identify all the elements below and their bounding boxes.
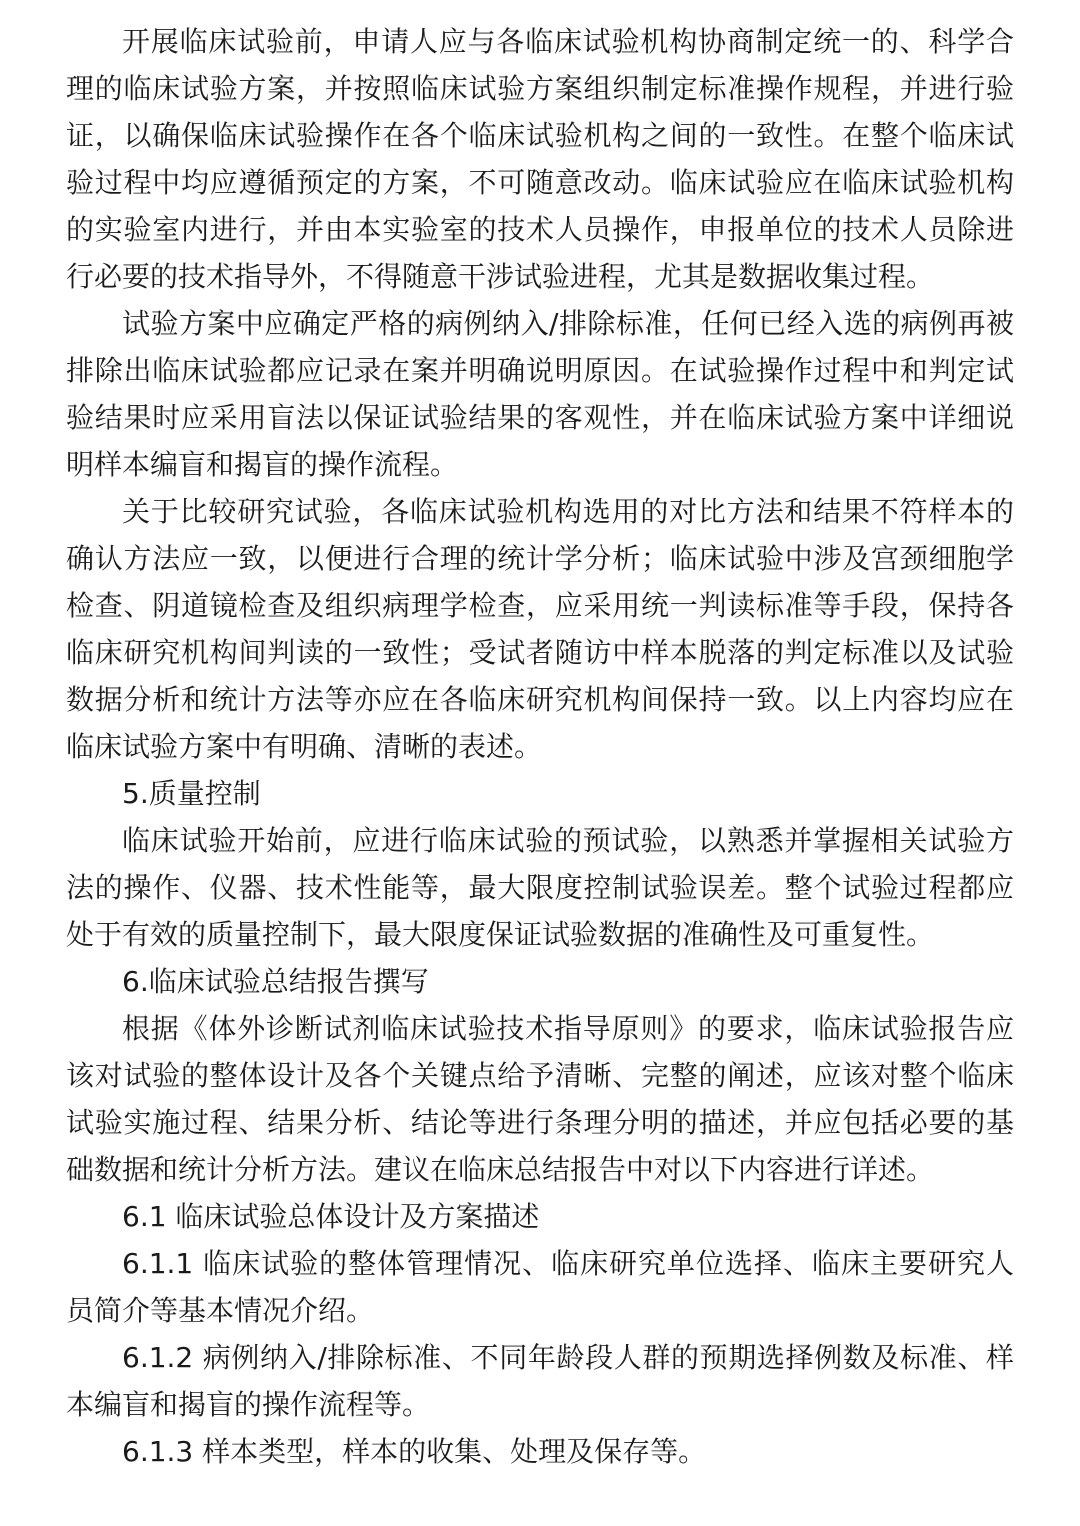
paragraph-6-1-1: 6.1.1 临床试验的整体管理情况、临床研究单位选择、临床主要研究人员简介等基本情况介绍。 [66,1247,1014,1327]
section-heading-design: 6.1 临床试验总体设计及方案描述 [122,1200,540,1233]
paragraph-6-1-2: 6.1.2 病例纳入/排除标准、不同年龄段人群的预期选择例数及标准、样本编盲和揭盲的操作流程等。 [66,1341,1014,1421]
paragraph-protocol: 开展临床试验前，申请人应与各临床试验机构协商制定统一的、科学合理的临床试验方案，并按照临床试验方案组织制定标准操作规程，并进行验证，以确保临床试验操作在各个临床试验机构之间的一致性。在整个临床试验过程中均应遵循预定的方案，不可随意改动。临床试验应在临床试验机构的实验室内进行，并由本实验室的技术人员操作，申报单位的技术人员除进行必要的技术指导外，不得随意干涉试验进程，尤其是数据收集过程。 [66,25,1014,293]
paragraph-blinding: 试验方案中应确定严格的病例纳入/排除标准，任何已经入选的病例再被排除出临床试验都应记录在案并明确说明原因。在试验操作过程中和判定试验结果时应采用盲法以保证试验结果的客观性，并在临床试验方案中详细说明样本编盲和揭盲的操作流程。 [66,307,1014,481]
paragraph-report: 根据《体外诊断试剂临床试验技术指导原则》的要求，临床试验报告应该对试验的整体设计及各个关键点给予清晰、完整的阐述，应该对整个临床试验实施过程、结果分析、结论等进行条理分明的描述，并应包括必要的基础数据和统计分析方法。建议在临床总结报告中对以下内容进行详述。 [66,1012,1014,1186]
section-heading-report: 6.临床试验总结报告撰写 [122,965,429,998]
paragraph-quality-control: 临床试验开始前，应进行临床试验的预试验，以熟悉并掌握相关试验方法的操作、仪器、技术性能等，最大限度控制试验误差。整个试验过程都应处于有效的质量控制下，最大限度保证试验数据的准确性及可重复性。 [66,824,1014,951]
section-heading-quality-control: 5.质量控制 [122,777,261,810]
paragraph-6-1-3: 6.1.3 样本类型，样本的收集、处理及保存等。 [122,1435,707,1468]
paragraph-comparison: 关于比较研究试验，各临床试验机构选用的对比方法和结果不符样本的确认方法应一致，以便进行合理的统计学分析；临床试验中涉及宫颈细胞学检查、阴道镜检查及组织病理学检查，应采用统一判读标准等手段，保持各临床研究机构间判读的一致性；受试者随访中样本脱落的判定标准以及试验数据分析和统计方法等亦应在各临床研究机构间保持一致。以上内容均应在临床试验方案中有明确、清晰的表述。 [66,495,1014,763]
